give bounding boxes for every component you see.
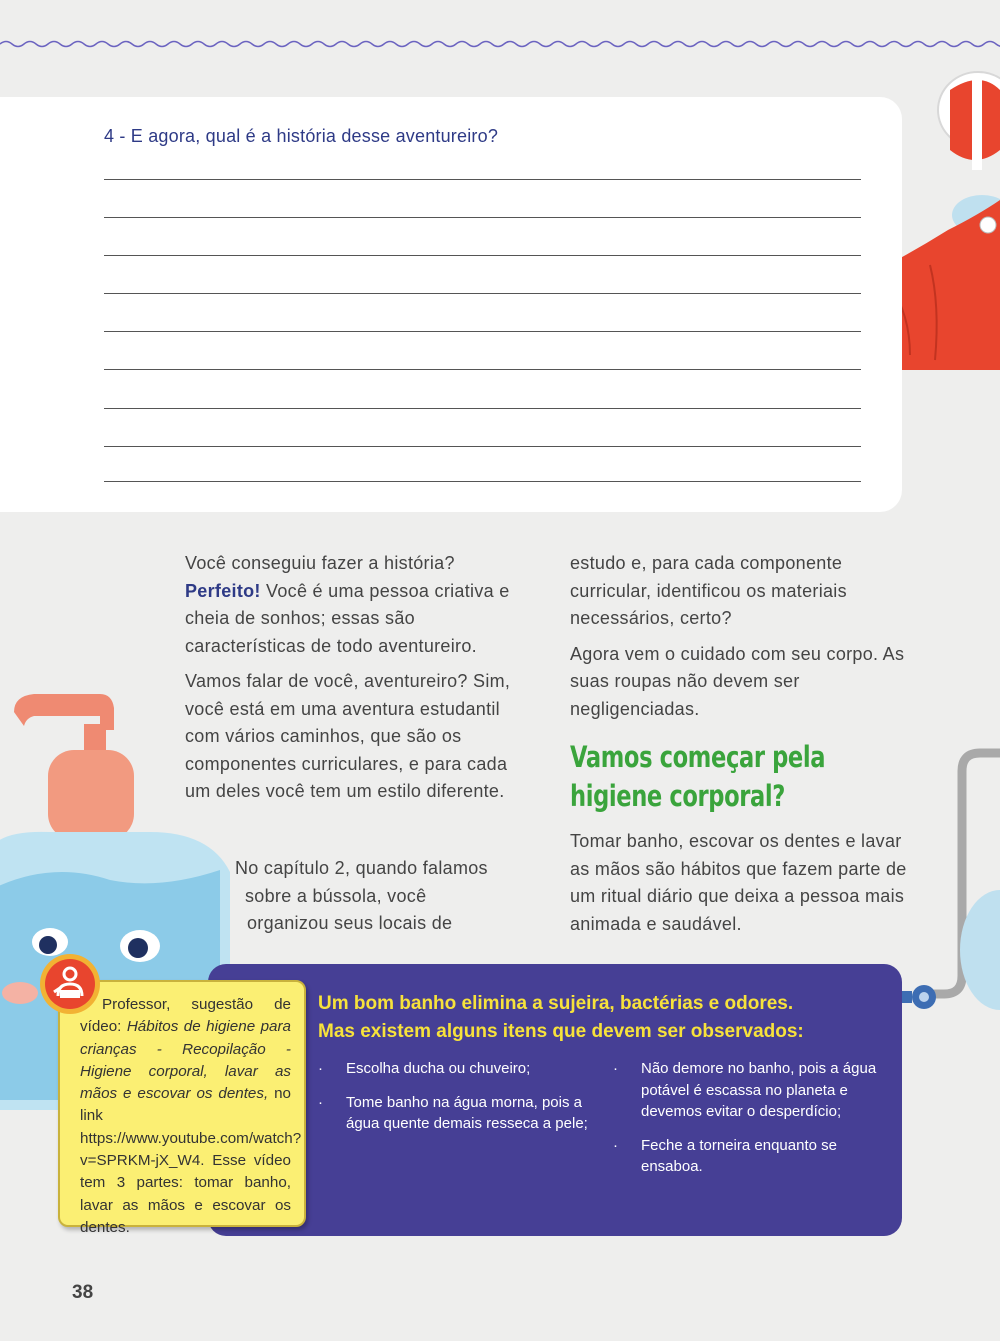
left-column-continued bbox=[235, 855, 535, 938]
paragraph-line: organizou seus locais de bbox=[247, 913, 453, 933]
video-title: Hábitos de higiene para crianças - Recopilação - Higiene corporal, lavar as mãos e escovar os dentes, bbox=[80, 1018, 291, 1103]
answer-line[interactable] bbox=[104, 446, 861, 447]
paragraph-line: sobre a bússola, você bbox=[245, 885, 427, 906]
paragraph: estudo e, para cada componente curricular, identificou os materiais necessários, certo? bbox=[570, 553, 847, 628]
tips-list-right bbox=[613, 1058, 893, 1190]
page-number: 38 bbox=[72, 1282, 94, 1303]
paragraph: Tomar banho, escovar os dentes e lavar as mãos são hábitos que fazem parte de um ritual diário que deixa a pessoa mais animada e saudável. bbox=[570, 831, 907, 934]
paragraph: Vamos falar de você, aventureiro? Sim, você está em uma aventura estudantil com vários caminhos, que são os componentes curriculares, e para cada um deles você tem um estilo diferente. bbox=[185, 671, 511, 801]
paragraph-line: No capítulo 2, quando falamos bbox=[235, 858, 488, 878]
list-item: · Não demore no banho, pois a água potável é escassa no planeta e devemos evitar o desperdício; bbox=[613, 1058, 893, 1123]
paragraph: Agora vem o cuidado com seu corpo. As suas roupas não devem ser negligenciadas. bbox=[570, 643, 905, 719]
question-title: 4 - E agora, qual é a história desse aventureiro? bbox=[104, 126, 499, 146]
answer-line[interactable] bbox=[104, 331, 861, 332]
answer-line[interactable] bbox=[104, 369, 861, 370]
answer-line[interactable] bbox=[104, 255, 861, 256]
note-intro: Professor, sugestão de vídeo: bbox=[80, 996, 291, 1036]
right-column bbox=[570, 550, 925, 731]
tips-title bbox=[318, 990, 898, 1046]
top-wave-border bbox=[0, 34, 1000, 54]
list-item: · Escolha ducha ou chuveiro; bbox=[318, 1058, 588, 1080]
paragraph bbox=[185, 550, 535, 660]
emphasis-text: Perfeito! bbox=[185, 580, 261, 601]
section-heading bbox=[570, 738, 825, 816]
paragraph-text: Você conseguiu fazer a história? bbox=[185, 553, 455, 573]
answer-line[interactable] bbox=[104, 179, 861, 180]
list-item: · Tome banho na água morna, pois a água quente demais resseca a pele; bbox=[318, 1092, 588, 1135]
answer-line[interactable] bbox=[104, 408, 861, 409]
list-item: · Feche a torneira enquanto se ensaboa. bbox=[613, 1135, 893, 1178]
tips-title-line: Mas existem alguns itens que devem ser observados: bbox=[318, 1021, 804, 1042]
tips-list-left bbox=[318, 1058, 588, 1147]
left-column bbox=[185, 550, 535, 814]
heading-line: Vamos começar pela bbox=[570, 740, 826, 774]
answer-line[interactable] bbox=[104, 217, 861, 218]
question-card bbox=[0, 97, 902, 512]
answer-line[interactable] bbox=[104, 481, 861, 482]
right-column-continued bbox=[570, 828, 925, 946]
note-text: no link https://www.youtube.com/watch?v=SPRKM-jX_W4. Esse vídeo tem 3 partes: tomar banho, lavar as mãos e escovar os dentes. bbox=[80, 1085, 302, 1236]
paragraph-text: Você é uma pessoa criativa e cheia de sonhos; essas são características de todo aventureiro. bbox=[185, 580, 510, 656]
teacher-badge-icon bbox=[38, 952, 102, 1016]
heading-line: higiene corporal? bbox=[570, 779, 785, 813]
answer-line[interactable] bbox=[104, 293, 861, 294]
tips-title-line: Um bom banho elimina a sujeira, bactérias e odores. bbox=[318, 993, 794, 1014]
teacher-note bbox=[58, 980, 306, 1236]
